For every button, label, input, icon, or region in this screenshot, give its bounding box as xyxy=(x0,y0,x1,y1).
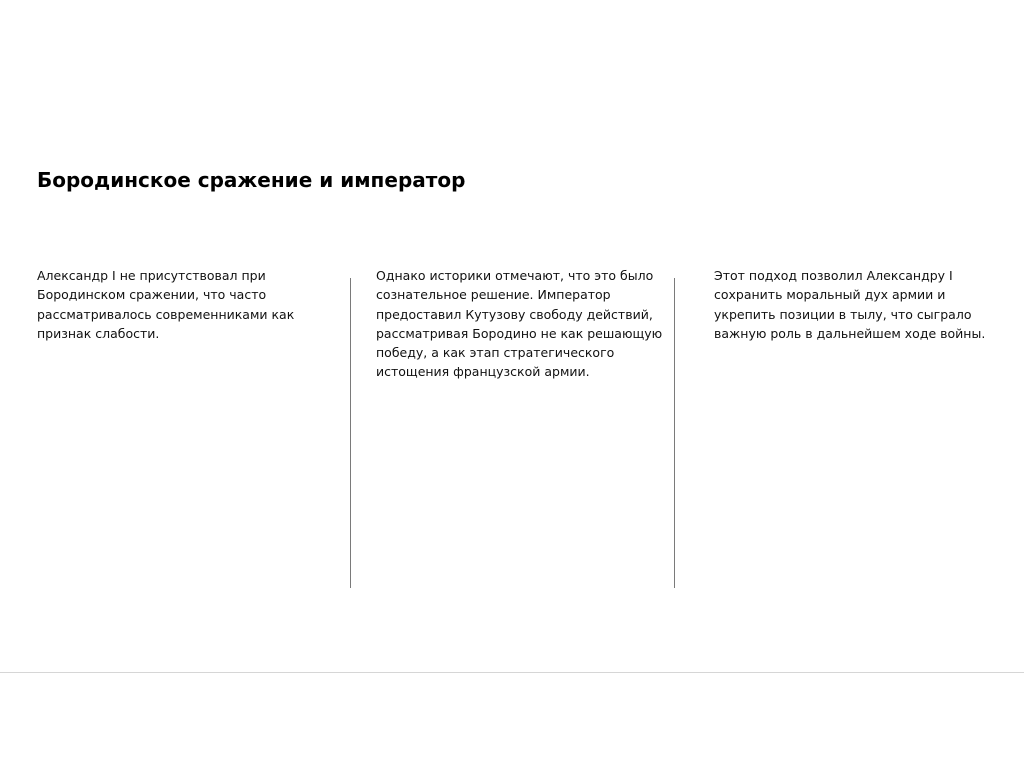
slide-bottom-rule xyxy=(0,672,1024,673)
column-3-text: Этот подход позволил Александру I сохранить моральный дух армии и укрепить позиции в тылу, что сыграло важную роль в дальнейшем ходе войны. xyxy=(714,268,986,341)
slide-title: Бородинское сражение и император xyxy=(37,168,466,192)
column-divider-left xyxy=(350,278,351,588)
column-divider-right xyxy=(674,278,675,588)
column-2-text: Однако историки отмечают, что это было сознательное решение. Император предоставил Кутузову свободу действий, рассматривая Бородино не как решающую победу, а как этап стратегического истощения французской армии. xyxy=(376,268,663,380)
column-1-text: Александр I не присутствовал при Бородинском сражении, что часто рассматривалось современниками как признак слабости. xyxy=(37,268,295,341)
